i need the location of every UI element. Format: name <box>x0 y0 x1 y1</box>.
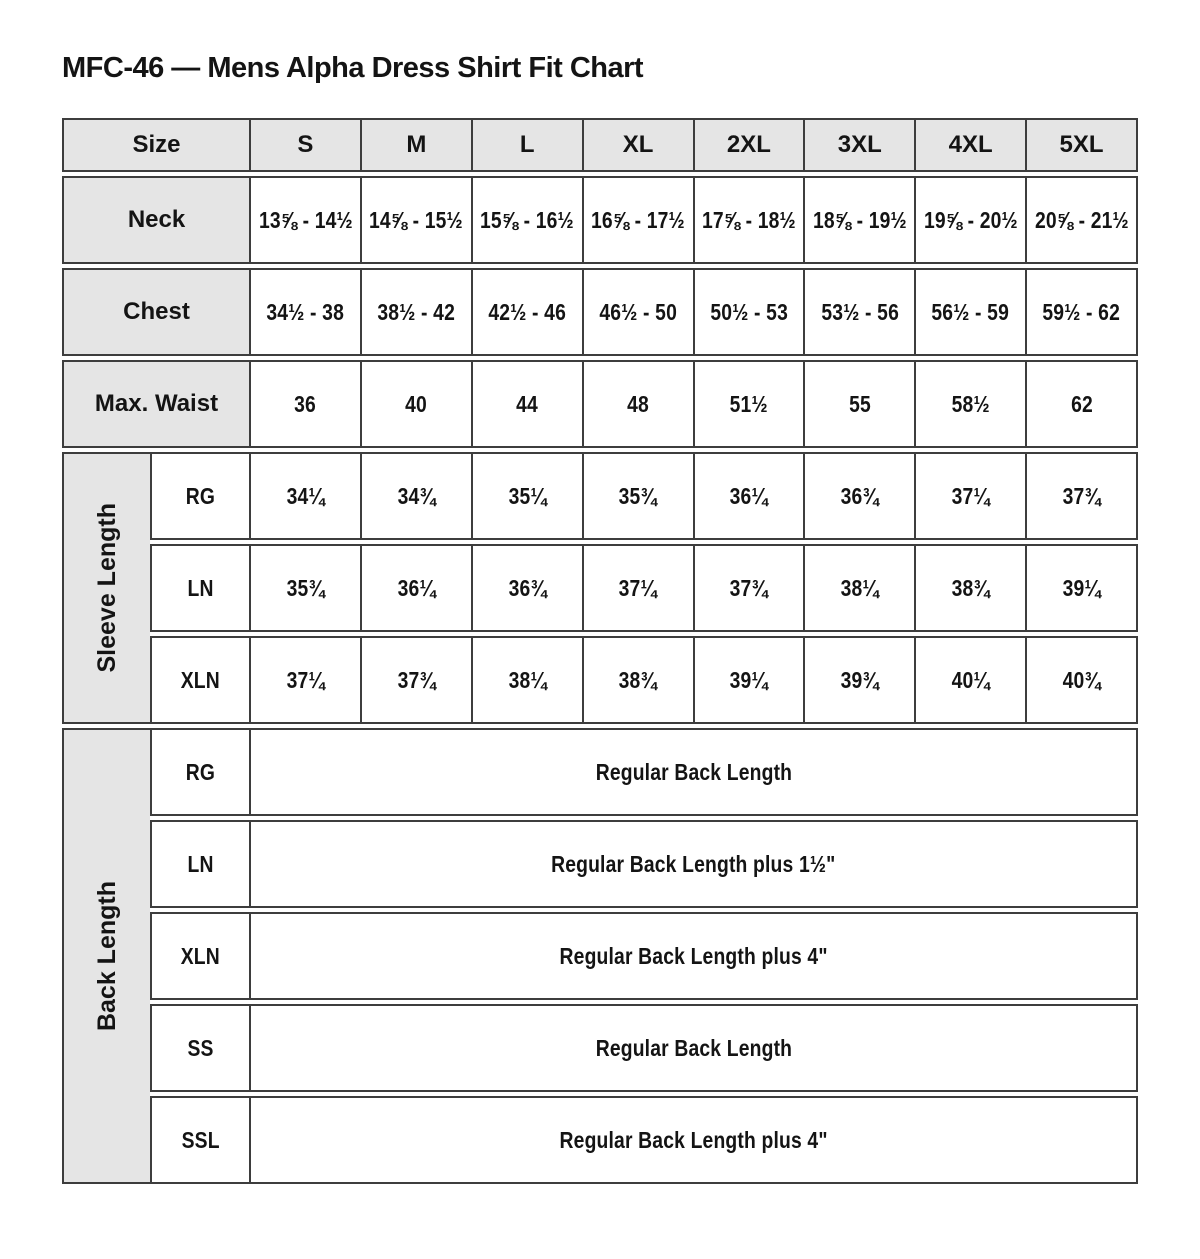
fit-chart-table <box>62 118 1138 1184</box>
sleeve-length-section <box>62 452 1138 724</box>
chest-row-label: Chest <box>123 298 190 325</box>
sleeve-xln-row <box>150 636 1138 724</box>
sleeve-value-cell: 38¾ <box>582 638 693 722</box>
sleeve-value-cell: 40¼ <box>914 638 1025 722</box>
sleeve-value-cell: 37¼ <box>582 546 693 630</box>
sleeve-value-cell: 37¾ <box>1025 454 1136 538</box>
waist-value-cell: 55 <box>803 362 914 446</box>
neck-value-cell: 18⅝ - 19½ <box>803 178 914 262</box>
sleeve-value-cell: 35¾ <box>582 454 693 538</box>
neck-value-cell: 14⅝ - 15½ <box>360 178 471 262</box>
sleeve-value-cell: 37¼ <box>914 454 1025 538</box>
sleeve-length-rows <box>150 452 1138 724</box>
row-label-cell <box>64 270 249 354</box>
back-length-section-label-cell <box>62 728 150 1184</box>
sleeve-value-cell: 39¼ <box>1025 546 1136 630</box>
sleeve-length-section-label-cell <box>62 452 150 724</box>
size-column-header: 4XL <box>914 120 1025 170</box>
fit-type-cell: SSL <box>181 1126 220 1153</box>
back-ln-row <box>150 820 1138 908</box>
neck-value-cell: 13⅝ - 14½ <box>249 178 360 262</box>
sleeve-value-cell: 38¼ <box>471 638 582 722</box>
chest-value-cell: 59½ - 62 <box>1025 270 1136 354</box>
neck-value-cell: 20⅝ - 21½ <box>1025 178 1136 262</box>
waist-value-cell: 44 <box>471 362 582 446</box>
back-length-section <box>62 728 1138 1184</box>
sleeve-value-cell: 39¼ <box>693 638 804 722</box>
sleeve-value-cell: 40¾ <box>1025 638 1136 722</box>
size-column-header: 5XL <box>1025 120 1136 170</box>
sleeve-value-cell: 34¾ <box>360 454 471 538</box>
sleeve-value-cell: 35¼ <box>471 454 582 538</box>
neck-value-cell: 15⅝ - 16½ <box>471 178 582 262</box>
max-waist-row <box>62 360 1138 448</box>
neck-value-cell: 16⅝ - 17½ <box>582 178 693 262</box>
sleeve-value-cell: 37¾ <box>360 638 471 722</box>
sleeve-value-cell: 36¼ <box>360 546 471 630</box>
sleeve-value-cell: 36¾ <box>471 546 582 630</box>
back-length-rows <box>150 728 1138 1184</box>
back-length-description-cell: Regular Back Length plus 1½" <box>249 822 1136 906</box>
chest-value-cell: 46½ - 50 <box>582 270 693 354</box>
row-label-cell <box>64 362 249 446</box>
header-row <box>62 118 1138 172</box>
chest-row <box>62 268 1138 356</box>
chart-title: MFC-46 — Mens Alpha Dress Shirt Fit Chart <box>62 52 644 84</box>
chest-value-cell: 56½ - 59 <box>914 270 1025 354</box>
size-column-header: 3XL <box>803 120 914 170</box>
size-column-header: S <box>249 120 360 170</box>
back-length-section-label: Back Length <box>92 880 121 1032</box>
size-corner-cell <box>64 120 249 170</box>
back-xln-row <box>150 912 1138 1000</box>
size-column-header: M <box>360 120 471 170</box>
back-rg-row <box>150 728 1138 816</box>
chest-value-cell: 42½ - 46 <box>471 270 582 354</box>
sleeve-value-cell: 38¾ <box>914 546 1025 630</box>
chest-value-cell: 38½ - 42 <box>360 270 471 354</box>
waist-value-cell: 36 <box>249 362 360 446</box>
back-length-description-cell: Regular Back Length plus 4" <box>249 914 1136 998</box>
waist-value-cell: 48 <box>582 362 693 446</box>
neck-value-cell: 17⅝ - 18½ <box>693 178 804 262</box>
sleeve-value-cell: 36¼ <box>693 454 804 538</box>
sleeve-value-cell: 39¾ <box>803 638 914 722</box>
back-length-description-cell: Regular Back Length <box>249 730 1136 814</box>
back-length-description-cell: Regular Back Length plus 4" <box>249 1098 1136 1182</box>
neck-row <box>62 176 1138 264</box>
chest-value-cell: 34½ - 38 <box>249 270 360 354</box>
size-column-header: 2XL <box>693 120 804 170</box>
back-length-description-cell: Regular Back Length <box>249 1006 1136 1090</box>
sleeve-value-cell: 35¾ <box>249 546 360 630</box>
fit-type-cell: LN <box>187 574 214 601</box>
sleeve-value-cell: 36¾ <box>803 454 914 538</box>
max-waist-row-label: Max. Waist <box>94 390 219 417</box>
chest-value-cell: 50½ - 53 <box>693 270 804 354</box>
back-ssl-row <box>150 1096 1138 1184</box>
back-ss-row <box>150 1004 1138 1092</box>
fit-type-cell: XLN <box>180 942 221 969</box>
waist-value-cell: 62 <box>1025 362 1136 446</box>
size-corner-label: Size <box>132 131 181 158</box>
sleeve-rg-row <box>150 452 1138 540</box>
sleeve-value-cell: 37¾ <box>693 546 804 630</box>
size-column-header: L <box>471 120 582 170</box>
fit-type-cell: RG <box>185 758 216 785</box>
neck-value-cell: 19⅝ - 20½ <box>914 178 1025 262</box>
neck-row-label: Neck <box>127 206 186 233</box>
sleeve-value-cell: 37¼ <box>249 638 360 722</box>
fit-type-cell: SS <box>187 1034 214 1061</box>
chest-value-cell: 53½ - 56 <box>803 270 914 354</box>
size-column-header: XL <box>582 120 693 170</box>
waist-value-cell: 51½ <box>693 362 804 446</box>
sleeve-value-cell: 34¼ <box>249 454 360 538</box>
fit-type-cell: RG <box>185 482 216 509</box>
fit-type-cell: LN <box>187 850 214 877</box>
row-label-cell <box>64 178 249 262</box>
fit-type-cell: XLN <box>180 666 221 693</box>
sleeve-ln-row <box>150 544 1138 632</box>
sleeve-value-cell: 38¼ <box>803 546 914 630</box>
sleeve-length-section-label: Sleeve Length <box>92 503 121 673</box>
waist-value-cell: 40 <box>360 362 471 446</box>
waist-value-cell: 58½ <box>914 362 1025 446</box>
